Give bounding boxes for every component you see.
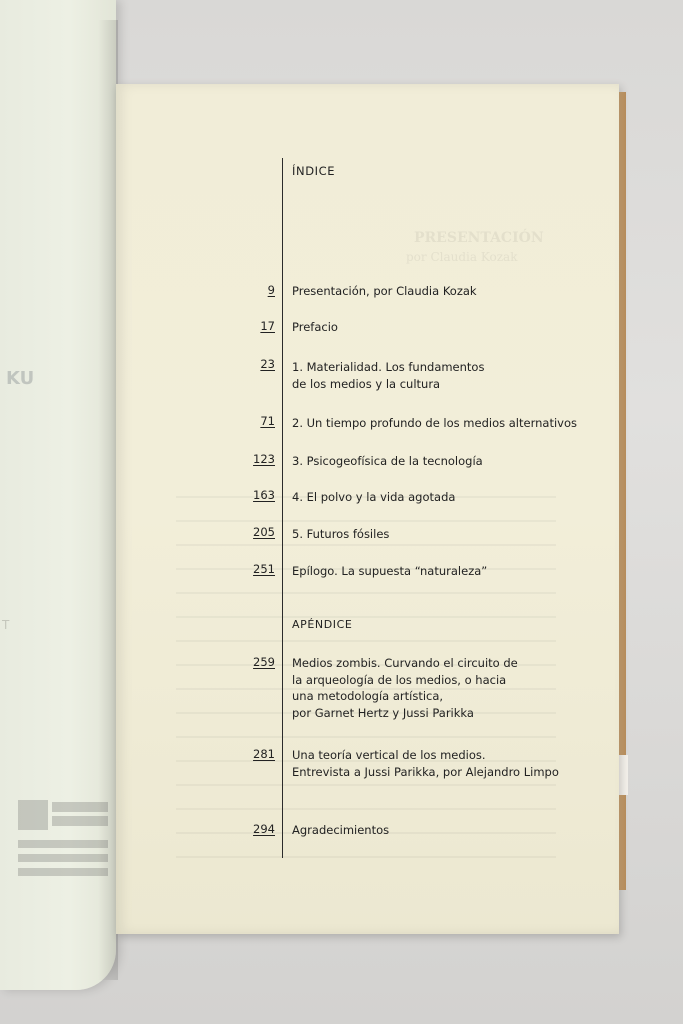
toc-entry-line: Presentación, por Claudia Kozak <box>292 284 477 298</box>
toc-entry[interactable] <box>292 453 483 470</box>
toc-page-number[interactable]: 259 <box>253 655 275 669</box>
toc-entry-line: la arqueología de los medios, o hacia <box>292 672 507 687</box>
left-page-bleed-mark: T <box>2 618 10 632</box>
toc-entry[interactable] <box>292 526 389 543</box>
toc-page-number[interactable]: 123 <box>253 452 275 466</box>
toc-entry[interactable] <box>292 283 477 300</box>
toc-entry-line: 1. Materialidad. Los fundamentos <box>292 360 485 374</box>
toc-vertical-rule <box>282 158 283 858</box>
toc-entry-line: Agradecimientos <box>292 823 390 837</box>
toc-entry-line: 4. El polvo y la vida agotada <box>292 490 456 504</box>
left-page <box>0 0 116 990</box>
toc-page-number[interactable]: 251 <box>253 562 275 576</box>
toc-page-number[interactable]: 23 <box>260 357 275 371</box>
toc-page-number[interactable]: 281 <box>253 747 275 761</box>
toc-entry-line: de los medios y la cultura <box>292 376 441 391</box>
toc-page-number[interactable]: 9 <box>267 283 275 297</box>
toc-page-number[interactable]: 17 <box>260 319 275 333</box>
toc-page <box>116 84 619 934</box>
toc-entry-line: 3. Psicogeofísica de la tecnología <box>292 454 483 468</box>
toc-page-number[interactable]: 163 <box>253 488 275 502</box>
toc-entry-line: Prefacio <box>292 320 338 334</box>
toc-entry[interactable] <box>292 747 559 780</box>
toc-page-number[interactable]: 71 <box>260 414 275 428</box>
toc-entry[interactable] <box>292 655 518 721</box>
publisher-logo-mirrored <box>18 800 110 890</box>
appendix-title: APÉNDICE <box>292 618 353 631</box>
toc-entry-line: una metodología artística, <box>292 689 444 703</box>
toc-entry-line: Medios zombis. Curvando el circuito de <box>292 656 518 670</box>
toc-entry[interactable] <box>292 415 577 432</box>
show-through-text: PRESENTACIÓN por Claudia Kozak <box>116 84 619 934</box>
toc-entry[interactable] <box>292 319 338 336</box>
toc-title: ÍNDICE <box>292 164 336 178</box>
toc-entry-line: Epílogo. La supuesta “naturaleza” <box>292 564 488 578</box>
toc-entry[interactable] <box>292 489 455 506</box>
toc-entry-line: por Garnet Hertz y Jussi Parikka <box>292 705 474 720</box>
toc-entry-line: 2. Un tiempo profundo de los medios alternativos <box>292 416 577 430</box>
toc-entry[interactable] <box>292 563 487 580</box>
left-page-bleed-mark: KU <box>6 368 35 389</box>
toc-entry[interactable] <box>292 822 389 839</box>
toc-page-number[interactable]: 205 <box>253 525 275 539</box>
toc-entry-line: 5. Futuros fósiles <box>292 527 390 541</box>
toc-page-number[interactable]: 294 <box>253 822 275 836</box>
toc-entry[interactable] <box>292 359 484 392</box>
toc-entry-line: Una teoría vertical de los medios. <box>292 748 486 762</box>
toc-entry-line: Entrevista a Jussi Parikka, por Alejandro Limpo <box>292 764 559 779</box>
